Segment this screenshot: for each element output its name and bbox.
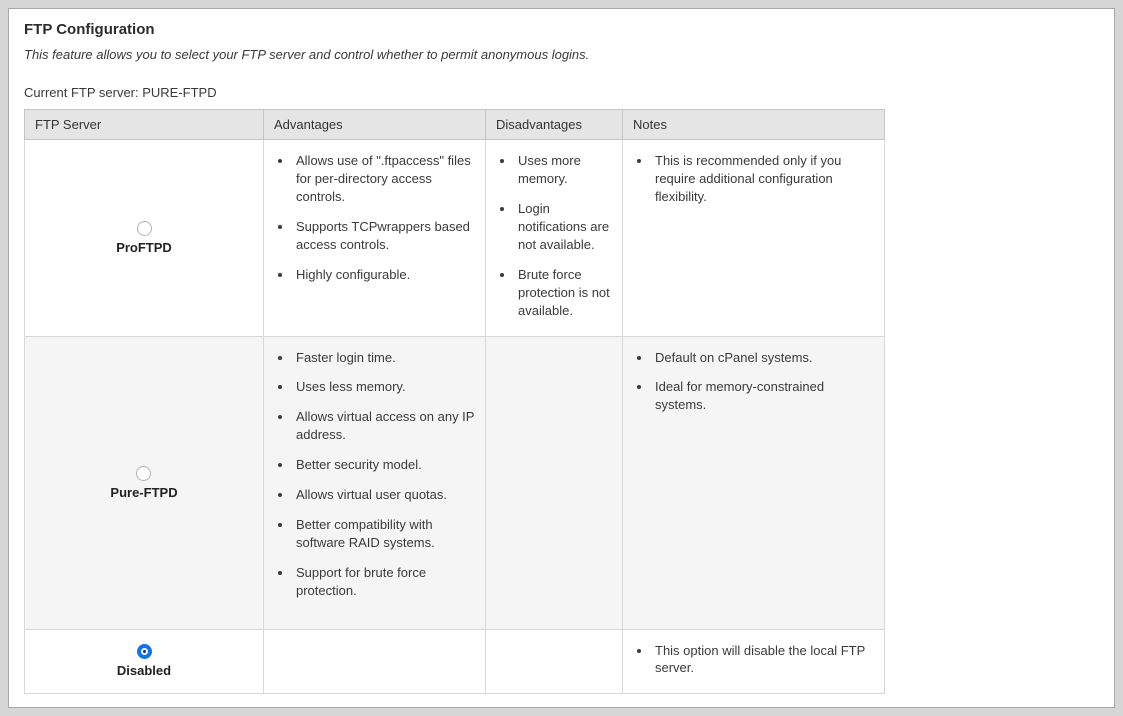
- advantages-cell: [264, 336, 486, 629]
- bullet-item: • This is recommended only if you require additional configuration flexibility.: [652, 152, 874, 206]
- bullet-item: • Better compatibility with software RAID systems.: [293, 516, 475, 552]
- ftp-configuration-panel: [8, 8, 1115, 708]
- ftp-server-row: [25, 629, 885, 694]
- bullet-item: • Default on cPanel systems.: [652, 349, 874, 367]
- server-label[interactable]: Pure-FTPD: [110, 484, 178, 500]
- server-option[interactable]: [110, 466, 177, 500]
- bullet-item: • Highly configurable.: [293, 266, 475, 284]
- bullet-item: • Support for brute force protection.: [293, 564, 475, 600]
- disadvantages-cell: [486, 629, 623, 694]
- bullet-item: • Allows use of ".ftpaccess" files for per-directory access controls.: [293, 152, 475, 206]
- page-subtitle: This feature allows you to select your FTP server and control whether to permit anonymous logins.: [24, 47, 590, 62]
- advantages-list: [276, 152, 475, 284]
- bullet-item: • Uses more memory.: [515, 152, 612, 188]
- disadvantages-cell: [486, 336, 623, 629]
- server-option[interactable]: [117, 644, 171, 678]
- server-cell: [25, 629, 264, 694]
- bullet-item: • Uses less memory.: [293, 378, 475, 396]
- server-option[interactable]: [116, 221, 172, 255]
- disadvantages-cell: [486, 140, 623, 337]
- bullet-item: • Login notifications are not available.: [515, 200, 612, 254]
- column-header-disadvantages: Disadvantages: [486, 110, 623, 140]
- ftp-server-table: [24, 109, 885, 694]
- table-header-row: [25, 110, 885, 140]
- notes-cell: [623, 140, 885, 337]
- column-header-notes: Notes: [623, 110, 885, 140]
- server-radio-button[interactable]: [137, 644, 152, 659]
- ftp-server-row: [25, 140, 885, 337]
- bullet-item: • Allows virtual user quotas.: [293, 486, 475, 504]
- column-header-ftp-server: FTP Server: [25, 110, 264, 140]
- server-label[interactable]: Disabled: [116, 663, 172, 679]
- column-header-advantages: Advantages: [264, 110, 486, 140]
- notes-list: [635, 349, 874, 415]
- advantages-cell: [264, 629, 486, 694]
- bullet-item: • This option will disable the local FTP server.: [652, 642, 874, 678]
- server-radio-button[interactable]: [136, 466, 151, 481]
- notes-list: [635, 152, 874, 206]
- bullet-item: • Ideal for memory-constrained systems.: [652, 378, 874, 414]
- bullet-item: • Allows virtual access on any IP address.: [293, 408, 475, 444]
- bullet-item: • Better security model.: [293, 456, 475, 474]
- advantages-cell: [264, 140, 486, 337]
- server-radio-button[interactable]: [137, 221, 152, 236]
- bullet-item: • Faster login time.: [293, 349, 475, 367]
- advantages-list: [276, 349, 475, 600]
- bullet-item: • Brute force protection is not available.: [515, 266, 612, 320]
- server-cell: [25, 140, 264, 337]
- disadvantages-list: [498, 152, 612, 320]
- current-ftp-server-text: Current FTP server: PURE-FTPD: [24, 85, 217, 100]
- server-cell: [25, 336, 264, 629]
- notes-list: [635, 642, 874, 678]
- table-body: [25, 140, 885, 694]
- notes-cell: [623, 336, 885, 629]
- server-label[interactable]: ProFTPD: [116, 239, 172, 255]
- ftp-server-row: [25, 336, 885, 629]
- bullet-item: • Supports TCPwrappers based access controls.: [293, 218, 475, 254]
- notes-cell: [623, 629, 885, 694]
- page-title: FTP Configuration: [24, 21, 155, 38]
